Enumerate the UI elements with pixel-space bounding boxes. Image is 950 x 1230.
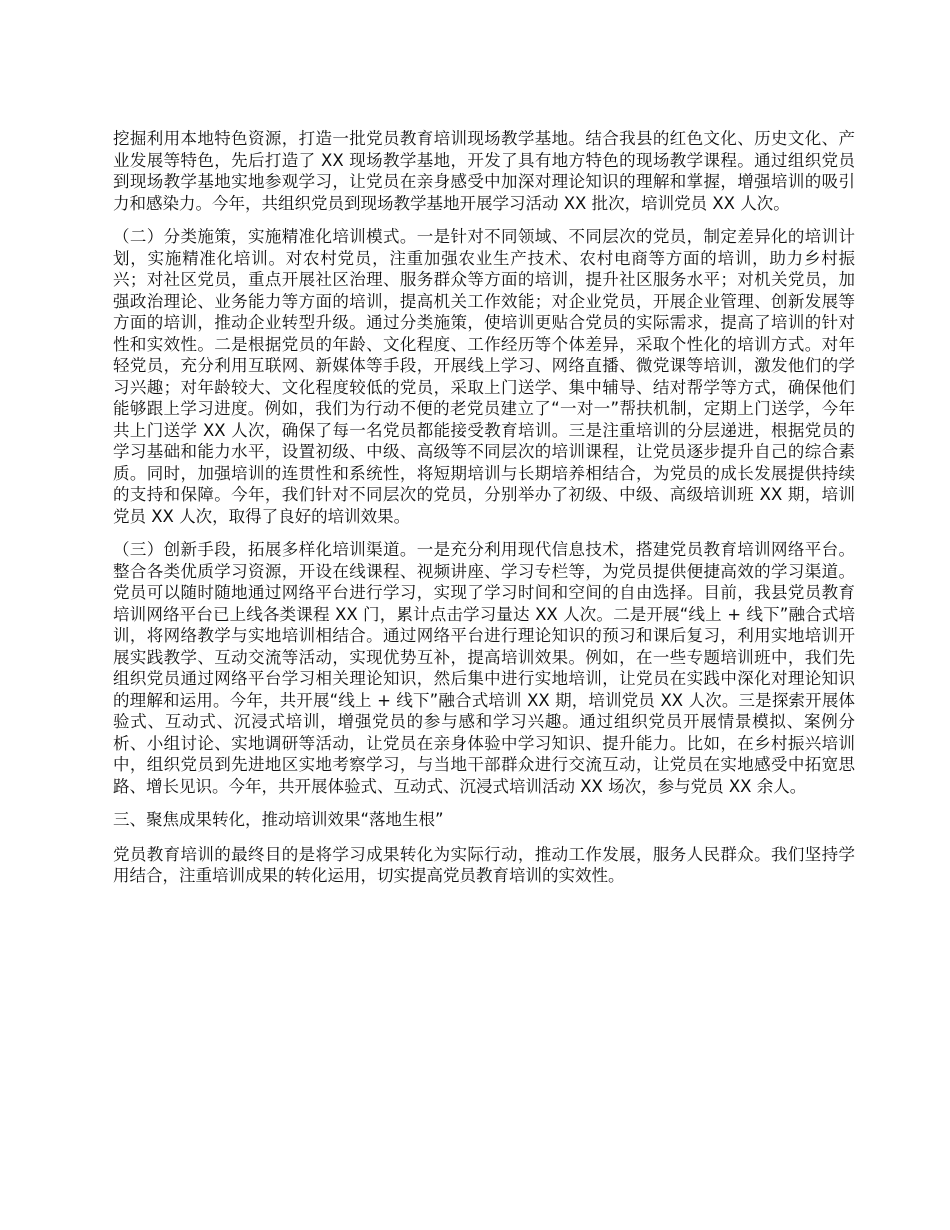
paragraph-diversified-channels: （三）创新手段，拓展多样化培训渠道。一是充分利用现代信息技术，搭建党员教育培训网络平台。整合各类优质学习资源，开设在线课程、视频讲座、学习专栏等，为党员提供便捷高效的学习渠道。党员可以随时随地通过网络平台进行学习，实现了学习时间和空间的自由选择。目前，我县党员教育培训网络平台已上线各类课程 XX 门，累计点击学习量达 XX 人次。二是开展“线上 + 线下”融合式培训，将网络教学与实地培训相结合。通过网络平台进行理论知识的预习和课后复习，利用实地培训开展实践教学、互动交流等活动，实现优势互补，提高培训效果。例如，在一些专题培训班中，我们先组织党员通过网络平台学习相关理论知识，然后集中进行实地培训，让党员在实践中深化对理论知识的理解和运用。今年，共开展“线上 + 线下”融合式培训 XX 期，培训党员 XX 人次。三是探索开展体验式、互动式、沉浸式培训，增强党员的参与感和学习兴趣。通过组织党员开展情景模拟、案例分析、小组讨论、实地调研等活动，让党员在亲身体验中学习知识、提升能力。比如，在乡村振兴培训中，组织党员到先进地区实地考察学习，与当地干部群众进行交流互动，让党员在实地感受中拓宽思路、增长见识。今年，共开展体验式、互动式、沉浸式培训活动 XX 场次，参与党员 XX 余人。 — [113, 540, 855, 796]
section-heading-result-transformation: 三、聚焦成果转化，推动培训效果“落地生根” — [113, 810, 444, 829]
paragraph-classified-training: （二）分类施策，实施精准化培训模式。一是针对不同领域、不同层次的党员，制定差异化的培训计划，实施精准化培训。对农村党员，注重加强农业生产技术、农村电商等方面的培训，助力乡村振兴；对社区党员，重点开展社区治理、服务群众等方面的培训，提升社区服务水平；对机关党员，加强政治理论、业务能力等方面的培训，提高机关工作效能；对企业党员，开展企业管理、创新发展等方面的培训，推动企业转型升级。通过分类施策，使培训更贴合党员的实际需求，提高了培训的针对性和实效性。二是根据党员的年龄、文化程度、工作经历等个体差异，采取个性化的培训方式。对年轻党员，充分利用互联网、新媒体等手段，开展线上学习、网络直播、微党课等培训，激发他们的学习兴趣；对年龄较大、文化程度较低的党员，采取上门送学、集中辅导、结对帮学等方式，确保他们能够跟上学习进度。例如，我们为行动不便的老党员建立了“一对一”帮扶机制，定期上门送学，今年共上门送学 XX 人次，确保了每一名党员都能接受教育培训。三是注重培训的分层递进，根据党员的学习基础和能力水平，设置初级、中级、高级等不同层次的培训课程，让党员逐步提升自己的综合素质。同时，加强培训的连贯性和系统性，将短期培训与长期培养相结合，为党员的成长发展提供持续的支持和保障。今年，我们针对不同层次的党员，分别举办了初级、中级、高级培训班 XX 期，培训党员 XX 人次，取得了良好的培训效果。 — [113, 227, 855, 526]
document-page — [113, 128, 855, 899]
paragraph-training-goal: 党员教育培训的最终目的是将学习成果转化为实际行动，推动工作发展，服务人民群众。我们坚持学用结合，注重培训成果的转化运用，切实提高党员教育培训的实效性。 — [113, 844, 855, 885]
paragraph-field-teaching-base: 挖掘利用本地特色资源，打造一批党员教育培训现场教学基地。结合我县的红色文化、历史文化、产业发展等特色，先后打造了 XX 现场教学基地，开发了具有地方特色的现场教学课程。通过组织党员到现场教学基地实地参观学习，让党员在亲身感受中加深对理论知识的理解和掌握，增强培训的吸引力和感染力。今年，共组织党员到现场教学基地开展学习活动 XX 批次，培训党员 XX 人次。 — [113, 129, 855, 213]
